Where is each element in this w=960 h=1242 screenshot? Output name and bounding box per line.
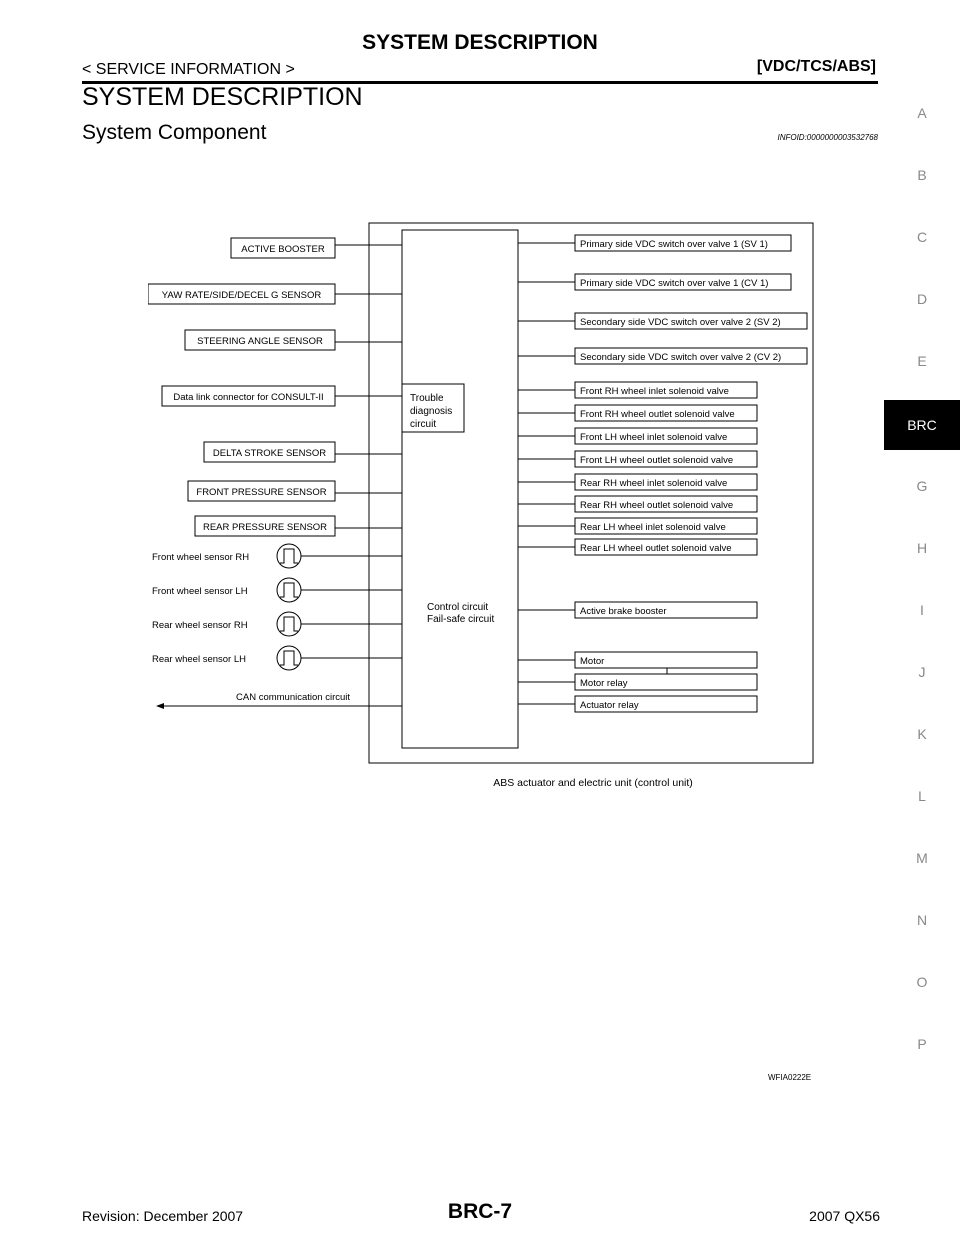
output-box-label: Rear LH wheel outlet solenoid valve [580,543,732,554]
output-box-label: Secondary side VDC switch over valve 2 (SV 2) [580,317,781,328]
wheel-sensor-symbol [277,646,301,670]
output-box-label: Secondary side VDC switch over valve 2 (CV 2) [580,352,782,363]
footer-page-number: BRC-7 [447,1200,513,1223]
wheel-sensor-symbol [277,612,301,636]
wheel-sensor-symbol [277,578,301,602]
wheel-sensor-label: Front wheel sensor RH [152,552,250,563]
side-tab-h[interactable]: H [916,540,928,556]
output-box-label: Rear LH wheel inlet solenoid valve [580,522,726,533]
output-box-label: Actuator relay [580,700,639,711]
output-box-label: Primary side VDC switch over valve 1 (CV 1) [580,278,769,289]
footer-model: 2007 QX56 [809,1208,880,1224]
header-section-label: < SERVICE INFORMATION > [82,61,295,78]
input-box-label: REAR PRESSURE SENSOR [202,522,328,533]
side-tab-i[interactable]: I [920,602,924,618]
output-box-label: Rear RH wheel inlet solenoid valve [580,478,728,489]
page-header-title: SYSTEM DESCRIPTION [362,31,598,54]
unit-caption: ABS actuator and electric unit (control unit) [493,777,693,789]
input-box-label: Data link connector for CONSULT-II [173,392,324,403]
wheel-sensor-symbol [277,544,301,568]
side-tab-l[interactable]: L [918,788,926,804]
output-box-label: Front RH wheel inlet solenoid valve [580,386,729,397]
side-tab-c[interactable]: C [916,229,928,245]
system-component-diagram [148,218,828,803]
footer-revision: Revision: December 2007 [82,1208,244,1224]
output-box-label: Rear RH wheel outlet solenoid valve [580,500,734,511]
control-block [402,230,518,748]
output-box-label: Front LH wheel inlet solenoid valve [580,432,728,443]
control-circuit-line: Control circuit [427,602,489,613]
output-box-label: Primary side VDC switch over valve 1 (SV 1) [580,239,768,250]
side-tab-e[interactable]: E [917,353,927,369]
wheel-sensor-label: Front wheel sensor LH [152,586,248,597]
side-tab-k[interactable]: K [917,726,927,742]
side-tab-n[interactable]: N [916,912,928,928]
input-box-label: YAW RATE/SIDE/DECEL G SENSOR [161,290,322,301]
input-box-label: DELTA STROKE SENSOR [212,448,327,459]
diagram-svg [148,218,828,798]
side-tab-a[interactable]: A [917,105,927,121]
output-box-label: Motor [580,656,605,667]
side-tab-j[interactable]: J [918,664,926,680]
output-box-label: Active brake booster [580,606,667,617]
can-arrowhead [156,703,164,709]
can-label: CAN communication circuit [236,692,351,703]
input-box-label: ACTIVE BOOSTER [241,244,325,255]
output-box-label: Front RH wheel outlet solenoid valve [580,409,735,420]
info-id: INFOID:0000000003532768 [777,133,878,142]
side-tab-d[interactable]: D [916,291,928,307]
input-box-label: STEERING ANGLE SENSOR [197,336,323,347]
header-model-tag: [VDC/TCS/ABS] [756,58,876,75]
wheel-sensor-label: Rear wheel sensor LH [152,654,246,665]
trouble-box-line: Trouble [410,393,444,404]
trouble-box-line: diagnosis [410,406,453,417]
side-tab-brc[interactable]: BRC [884,400,960,450]
section-title: SYSTEM DESCRIPTION [82,83,363,111]
figure-id: WFIA0222E [768,1073,812,1082]
input-box-label: FRONT PRESSURE SENSOR [196,487,327,498]
control-circuit-line: Fail-safe circuit [427,614,495,625]
side-tab-g[interactable]: G [916,478,928,494]
side-tab-p[interactable]: P [917,1036,927,1052]
wheel-sensor-label: Rear wheel sensor RH [152,620,248,631]
output-box-label: Front LH wheel outlet solenoid valve [580,455,734,466]
side-tab-m[interactable]: M [916,850,928,866]
subsection-title: System Component [82,121,267,144]
trouble-box-line: circuit [410,419,437,430]
side-tab-b[interactable]: B [917,167,927,183]
side-tab-o[interactable]: O [916,974,928,990]
output-box-label: Motor relay [580,678,628,689]
